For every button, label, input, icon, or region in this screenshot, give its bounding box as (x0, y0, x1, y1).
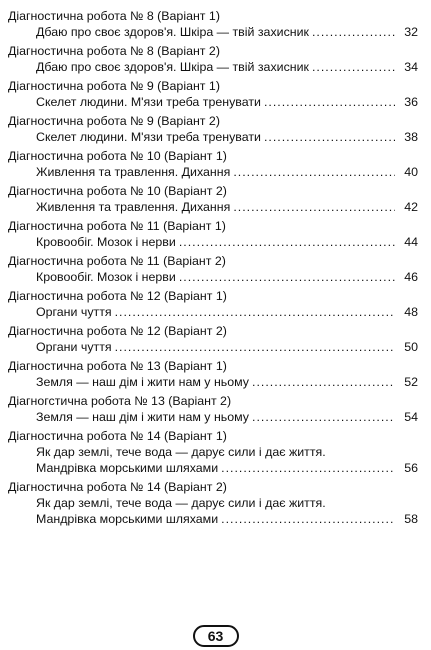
dot-leader (264, 129, 395, 145)
toc-entry-page-number: 58 (404, 512, 418, 526)
toc-entry-title: Діагностична робота № 11 (Варіант 2) (8, 254, 226, 268)
toc-entry (8, 219, 418, 250)
dot-leader (179, 234, 395, 250)
toc-entry-topic: Кровообіг. Мозок і нерви (36, 235, 176, 249)
toc-entry-subtitle (8, 339, 418, 355)
dot-leader (264, 94, 395, 110)
toc-entry-page-number: 48 (404, 305, 418, 319)
toc-entry-leader-row (36, 460, 418, 476)
toc-entry (8, 149, 418, 180)
toc-entry (8, 79, 418, 110)
toc-entry-subtitle (8, 199, 418, 215)
toc-entry-title: Діагностична робота № 13 (Варіант 1) (8, 359, 227, 373)
toc-entry-topic: Земля — наш дім і жити нам у ньому (36, 375, 249, 389)
toc-entry (8, 114, 418, 145)
toc-entry-title: Діагностична робота № 14 (Варіант 2) (8, 480, 227, 494)
toc-entry (8, 324, 418, 355)
dot-leader (312, 59, 395, 75)
toc-entry-leader-row (36, 59, 418, 75)
dot-leader (312, 24, 395, 40)
toc-entry-topic: Кровообіг. Мозок і нерви (36, 270, 176, 284)
toc-entry-topic: Скелет людини. М'язи треба тренувати (36, 130, 261, 144)
toc-entry-subtitle-line: Як дар землі, тече вода — дарує сили і дає життя. (36, 445, 326, 459)
toc-entry-leader-row (36, 269, 418, 285)
toc-entry-title: Діагностична робота № 10 (Варіант 1) (8, 149, 227, 163)
dot-leader (233, 164, 395, 180)
toc-entry-page-number: 40 (404, 165, 418, 179)
toc-entry (8, 254, 418, 285)
toc-entry-subtitle (8, 269, 418, 285)
toc-entry-topic: Органи чуття (36, 305, 112, 319)
toc-entry-subtitle (8, 304, 418, 320)
toc-entry-leader-row (36, 199, 418, 215)
toc-entry-subtitle (8, 94, 418, 110)
footer (0, 625, 431, 647)
toc-entry-leader-row (36, 304, 418, 320)
toc-entry-page-number: 42 (404, 200, 418, 214)
toc-entry-page-number: 50 (404, 340, 418, 354)
toc-entry-leader-row (36, 94, 418, 110)
toc-entry-page-number: 38 (404, 130, 418, 144)
toc-entry-title: Діагностична робота № 12 (Варіант 2) (8, 324, 227, 338)
toc-entry-subtitle-line: Як дар землі, тече вода — дарує сили і дає життя. (36, 496, 326, 510)
table-of-contents (8, 9, 418, 531)
toc-entry-title: Діагностична робота № 10 (Варіант 2) (8, 184, 227, 198)
dot-leader (221, 511, 395, 527)
toc-entry-leader-row (36, 511, 418, 527)
toc-entry (8, 480, 418, 527)
toc-entry-leader-row (36, 234, 418, 250)
toc-entry-topic: Органи чуття (36, 340, 112, 354)
toc-entry-page-number: 34 (404, 60, 418, 74)
toc-entry-topic: Земля — наш дім і жити нам у ньому (36, 410, 249, 424)
toc-entry (8, 429, 418, 476)
toc-entry-topic: Дбаю про своє здоров'я. Шкіра — твій захисник (36, 60, 309, 74)
toc-entry-page-number: 44 (404, 235, 418, 249)
toc-entry-leader-row (36, 374, 418, 390)
toc-entry (8, 9, 418, 40)
toc-entry (8, 44, 418, 75)
toc-entry-page-number: 46 (404, 270, 418, 284)
toc-entry-title: Діагностична робота № 14 (Варіант 1) (8, 429, 227, 443)
toc-entry-subtitle (8, 409, 418, 425)
toc-entry-title: Діагногстична робота № 13 (Варіант 2) (8, 394, 232, 408)
toc-entry-page-number: 36 (404, 95, 418, 109)
toc-entry-topic: Живлення та травлення. Дихання (36, 200, 231, 214)
toc-entry-topic: Мандрівка морськими шляхами (36, 512, 219, 526)
toc-entry-title: Діагностична робота № 9 (Варіант 2) (8, 114, 220, 128)
dot-leader (252, 409, 395, 425)
toc-entry-leader-row (36, 24, 418, 40)
toc-entry-topic: Живлення та травлення. Дихання (36, 165, 231, 179)
toc-entry-title: Діагностична робота № 8 (Варіант 2) (8, 44, 220, 58)
toc-entry-topic: Дбаю про своє здоров'я. Шкіра — твій захисник (36, 25, 309, 39)
toc-entry-subtitle (8, 24, 418, 40)
toc-entry (8, 289, 418, 320)
toc-entry-subtitle (8, 495, 418, 527)
page-number: 63 (193, 625, 239, 647)
dot-leader (179, 269, 395, 285)
dot-leader (115, 304, 395, 320)
toc-entry-page-number: 54 (404, 410, 418, 424)
toc-entry-subtitle (8, 164, 418, 180)
toc-entry-leader-row (36, 409, 418, 425)
toc-entry-title: Діагностична робота № 8 (Варіант 1) (8, 9, 220, 23)
toc-entry-topic: Скелет людини. М'язи треба тренувати (36, 95, 261, 109)
toc-entry (8, 359, 418, 390)
dot-leader (221, 460, 395, 476)
toc-entry-subtitle (8, 234, 418, 250)
toc-entry-leader-row (36, 129, 418, 145)
toc-entry-subtitle (8, 374, 418, 390)
toc-entry (8, 184, 418, 215)
toc-entry-subtitle (8, 129, 418, 145)
toc-entry-leader-row (36, 339, 418, 355)
toc-entry-title: Діагностична робота № 12 (Варіант 1) (8, 289, 227, 303)
dot-leader (233, 199, 395, 215)
toc-entry-page-number: 52 (404, 375, 418, 389)
dot-leader (115, 339, 395, 355)
toc-entry-title: Діагностична робота № 11 (Варіант 1) (8, 219, 226, 233)
toc-entry-leader-row (36, 164, 418, 180)
toc-entry-page-number: 56 (404, 461, 418, 475)
toc-entry (8, 394, 418, 425)
toc-entry-topic: Мандрівка морськими шляхами (36, 461, 219, 475)
toc-entry-title: Діагностична робота № 9 (Варіант 1) (8, 79, 220, 93)
toc-entry-subtitle (8, 444, 418, 476)
dot-leader (252, 374, 395, 390)
toc-entry-subtitle (8, 59, 418, 75)
toc-entry-page-number: 32 (404, 25, 418, 39)
